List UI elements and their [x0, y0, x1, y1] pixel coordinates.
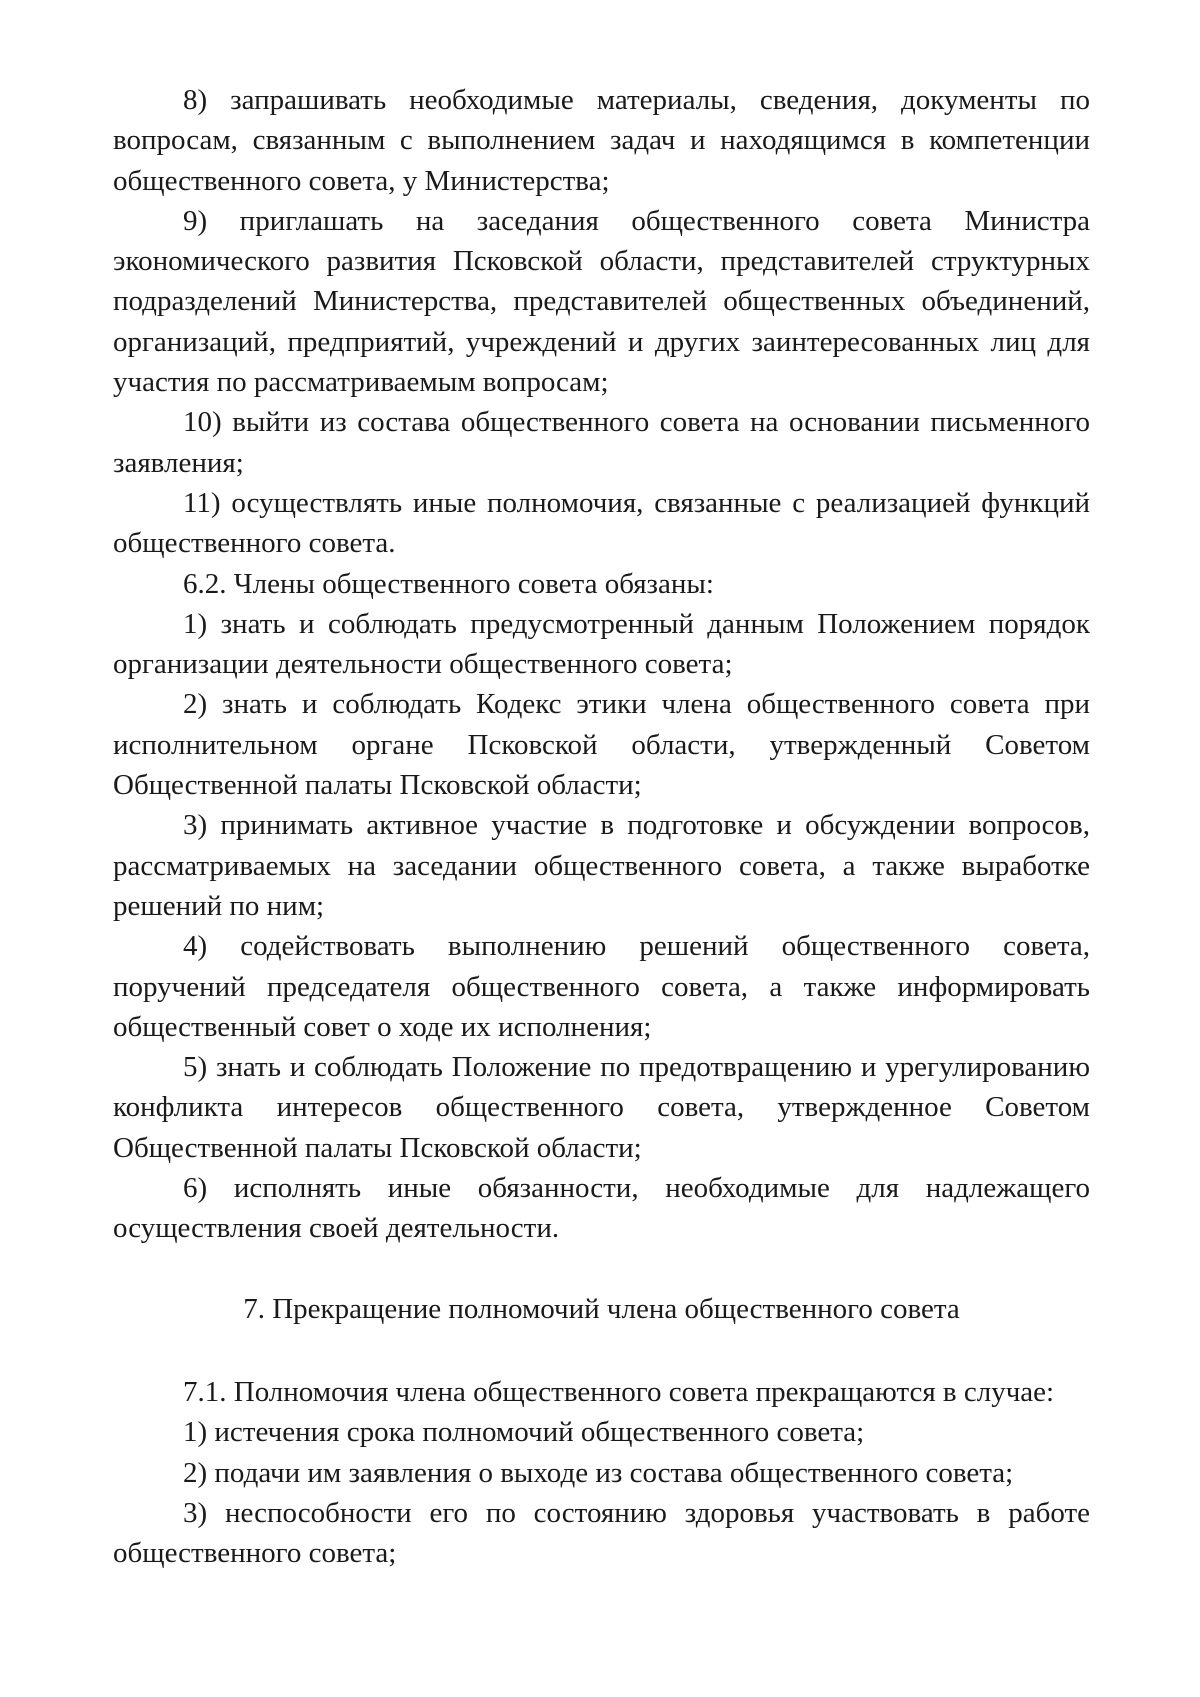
paragraph-6-1-item-8: 8) запрашивать необходимые материалы, сведения, документы по вопросам, связанным с выполнением задач и находящимся в компетенции общественного совета, у Министерства; [113, 84, 1090, 197]
paragraph-6-2-item-1: 1) знать и соблюдать предусмотренный данным Положением порядок организации деятельности общественного совета; [113, 607, 1090, 681]
paragraph-6-1-item-11: 11) осуществлять иные полномочия, связанные с реализацией функций общественного совета. [113, 486, 1090, 560]
paragraph-6-2-item-3: 3) принимать активное участие в подготовке и обсуждении вопросов, рассматриваемых на заседании общественного совета, а также выработке решений по ним; [113, 809, 1090, 922]
paragraph-6-2-item-5: 5) знать и соблюдать Положение по предотвращению и урегулированию конфликта интересов общественного совета, утвержденное Советом Общественной палаты Псковской области; [113, 1051, 1090, 1164]
paragraph-7-1-item-3: 3) неспособности его по состоянию здоровья участвовать в работе общественного совета; [113, 1496, 1090, 1570]
paragraph-6-2-item-2: 2) знать и соблюдать Кодекс этики члена общественного совета при исполнительном органе Псковской области, утвержденный Советом Общественной палаты Псковской области; [113, 688, 1090, 802]
section-7-heading: 7. Прекращение полномочий члена общественного совета [243, 1292, 960, 1325]
paragraph-6-2-item-6: 6) исполнять иные обязанности, необходимые для надлежащего осуществления своей деятельности. [113, 1172, 1090, 1245]
document-body [113, 80, 1090, 1573]
paragraph-6-1-item-10: 10) выйти из состава общественного совета на основании письменного заявления; [113, 406, 1090, 479]
paragraph-7-1-item-2: 2) подачи им заявления о выходе из состава общественного совета; [183, 1456, 1014, 1489]
paragraph-6-1-item-9: 9) приглашать на заседания общественного совета Министра экономического развития Псковской области, представителей структурных подразделений Министерства, представителей общественных объединений, организаций, предприятий, учреждений и других заинтересованных лиц для участия по рассматриваемым вопросам; [113, 204, 1090, 399]
paragraph-7-1-item-1: 1) истечения срока полномочий общественного совета; [183, 1416, 865, 1449]
paragraph-7-1-intro: 7.1. Полномочия члена общественного совета прекращаются в случае: [183, 1375, 1055, 1408]
paragraph-6-2-intro: 6.2. Члены общественного совета обязаны: [183, 567, 714, 600]
paragraph-6-2-item-4: 4) содействовать выполнению решений общественного совета, поручений председателя общественного совета, а также информировать общественный совет о ходе их исполнения; [113, 930, 1090, 1043]
